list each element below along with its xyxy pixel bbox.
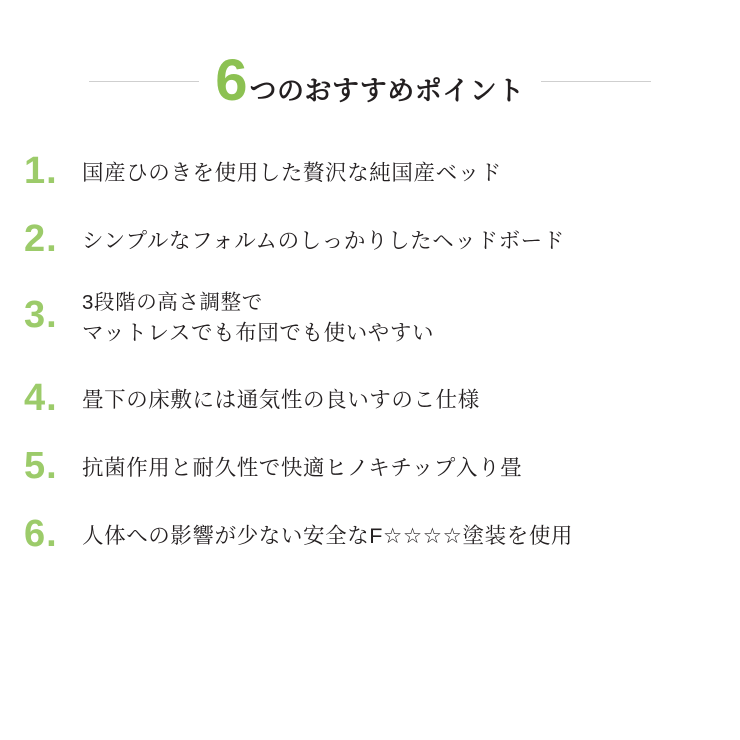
heading-rule-right [541, 81, 651, 82]
point-text-line: 3段階の高さ調整で [82, 291, 263, 314]
list-item [24, 152, 706, 190]
list-item [24, 444, 706, 487]
point-body [82, 288, 706, 349]
page-heading [0, 0, 740, 113]
point-text-line: 畳下の床敷には通気性の良いすのこ仕様 [82, 387, 480, 412]
point-text-line: 国産ひのきを使用した贅沢な純国産ベッド [82, 161, 502, 185]
point-body [82, 447, 706, 484]
heading-number: 6 [215, 48, 247, 113]
list-item [24, 288, 706, 349]
points-list [0, 152, 740, 553]
list-item [24, 376, 706, 419]
list-item [24, 220, 706, 258]
point-body [82, 515, 706, 552]
point-number: 6. [24, 512, 58, 555]
point-number: 3. [24, 294, 58, 336]
heading-label: つのおすすめポイント [249, 76, 525, 106]
list-item [24, 512, 706, 555]
point-text-line: 抗菌作用と耐久性で快適ヒノキチップ入り畳 [82, 455, 523, 480]
point-number: 4. [24, 376, 58, 419]
point-number: 5. [24, 444, 58, 487]
point-number: 1. [24, 150, 58, 192]
point-body [82, 152, 706, 189]
heading-text [215, 48, 525, 113]
point-body [82, 379, 706, 416]
point-number: 2. [24, 218, 58, 260]
point-text-line: 人体への影響が少ない安全なF☆☆☆☆塗装を使用 [82, 523, 574, 548]
point-text-line: マットレスでも布団でも使いやすい [82, 320, 435, 345]
heading-rule-left [89, 81, 199, 82]
point-body [82, 220, 706, 257]
point-text-line: シンプルなフォルムのしっかりしたヘッドボード [82, 229, 565, 253]
